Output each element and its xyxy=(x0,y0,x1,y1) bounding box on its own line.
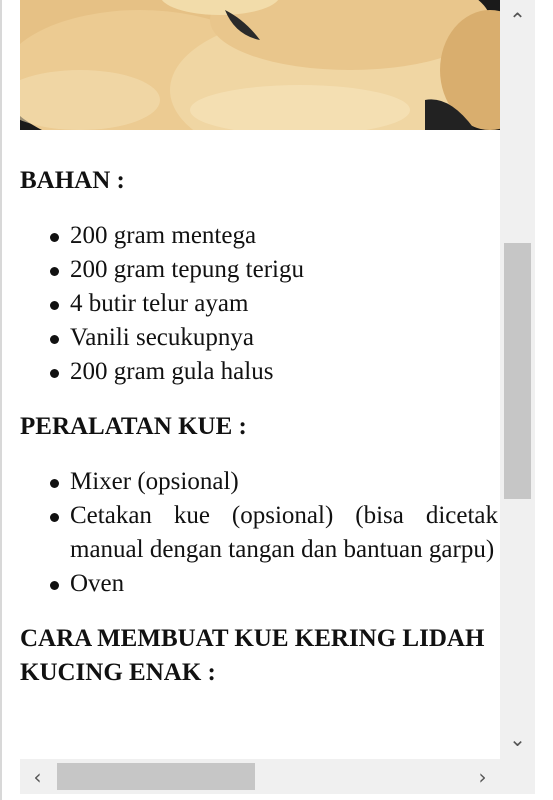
list-item: Mixer (opsional) xyxy=(70,465,498,499)
list-item: 200 gram gula halus xyxy=(70,355,498,389)
equipment-list xyxy=(20,465,498,601)
vertical-scrollbar[interactable] xyxy=(500,0,535,759)
list-item: Cetakan kue (opsional) (bisa dicetak manual dengan tangan dan bantuan garpu) xyxy=(70,499,498,567)
section-heading-cara-membuat: CARA MEMBUAT KUE KERING LIDAH KUCING ENAK : xyxy=(20,625,485,686)
ingredients-list xyxy=(20,219,498,389)
chevron-down-icon[interactable]: ⌄ xyxy=(509,727,526,751)
list-item: 4 butir telur ayam xyxy=(70,287,498,321)
list-item: Vanili secukupnya xyxy=(70,321,498,355)
section-heading-peralatan: PERALATAN KUE : xyxy=(20,413,247,440)
scrollbar-corner xyxy=(500,759,535,794)
chevron-left-icon[interactable]: ‹ xyxy=(33,764,42,789)
chevron-up-icon[interactable]: ⌃ xyxy=(509,8,526,32)
list-item: 200 gram tepung terigu xyxy=(70,253,498,287)
chevron-right-icon[interactable]: › xyxy=(478,764,487,789)
horizontal-scroll-thumb[interactable] xyxy=(57,763,255,790)
bottom-edge xyxy=(2,794,553,800)
article-content xyxy=(20,164,498,690)
hero-image xyxy=(20,0,500,130)
list-item: 200 gram mentega xyxy=(70,219,498,253)
list-item: Oven xyxy=(70,567,498,601)
content-viewport[interactable] xyxy=(4,0,500,759)
vertical-scroll-thumb[interactable] xyxy=(504,243,531,499)
section-heading-bahan: BAHAN : xyxy=(20,167,125,194)
horizontal-scrollbar[interactable] xyxy=(20,759,500,794)
right-gutter xyxy=(535,0,553,800)
